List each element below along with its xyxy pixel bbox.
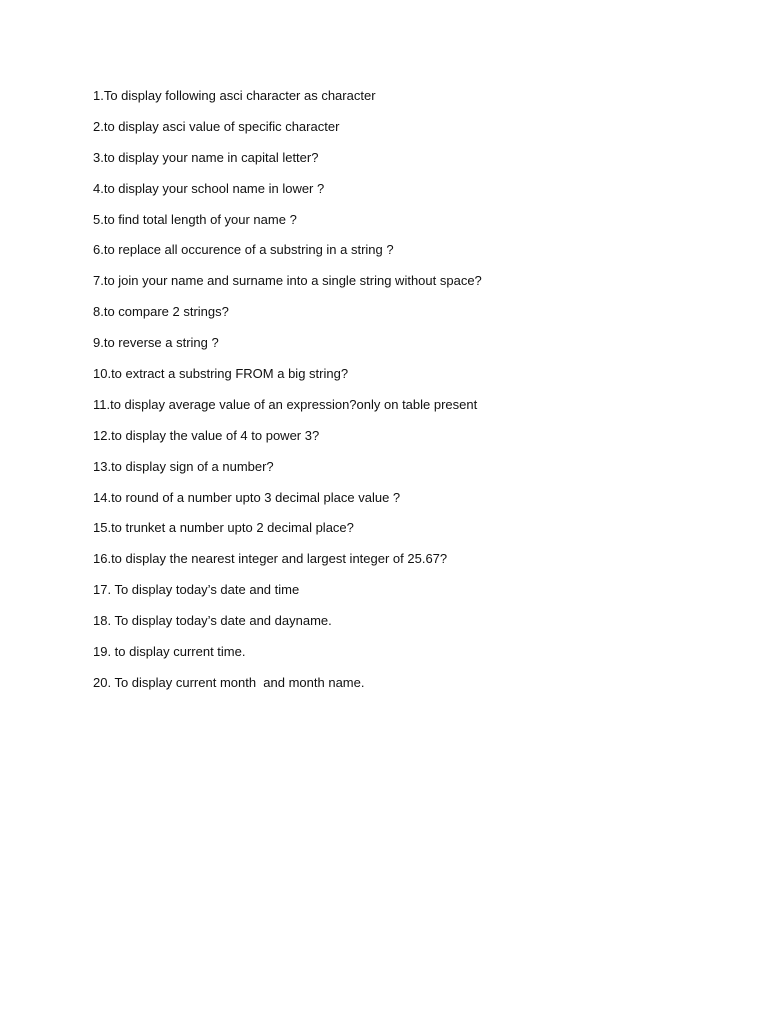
question-item: 16.to display the nearest integer and largest integer of 25.67?: [93, 551, 448, 567]
question-item: 13.to display sign of a number?: [93, 458, 274, 474]
question-item: 14.to round of a number upto 3 decimal place value ?: [93, 489, 401, 505]
question-item: 5.to find total length of your name ?: [93, 211, 297, 227]
question-item: 7.to join your name and surname into a single string without space?: [93, 273, 482, 289]
question-item: 3.to display your name in capital letter?: [93, 149, 319, 165]
question-item: 18. To display today’s date and dayname.: [93, 613, 332, 629]
question-item: 4.to display your school name in lower ?: [93, 180, 325, 196]
question-item: 11.to display average value of an expression?only on table present: [93, 396, 478, 412]
question-item: 12.to display the value of 4 to power 3?: [93, 427, 320, 443]
question-item: 15.to trunket a number upto 2 decimal place?: [93, 520, 354, 536]
question-item: 6.to replace all occurence of a substring in a string ?: [93, 242, 394, 258]
question-item: 17. To display today’s date and time: [93, 582, 300, 598]
question-item: 8.to compare 2 strings?: [93, 304, 229, 320]
question-item: 1.To display following asci character as character: [93, 88, 376, 103]
question-item: 19. to display current time.: [93, 644, 246, 660]
question-item: 9.to reverse a string ?: [93, 335, 219, 351]
question-item: 2.to display asci value of specific character: [93, 118, 340, 134]
question-item: 10.to extract a substring FROM a big string?: [93, 366, 349, 382]
question-item: 20. To display current month and month name.: [93, 674, 365, 690]
question-list: [93, 86, 733, 704]
